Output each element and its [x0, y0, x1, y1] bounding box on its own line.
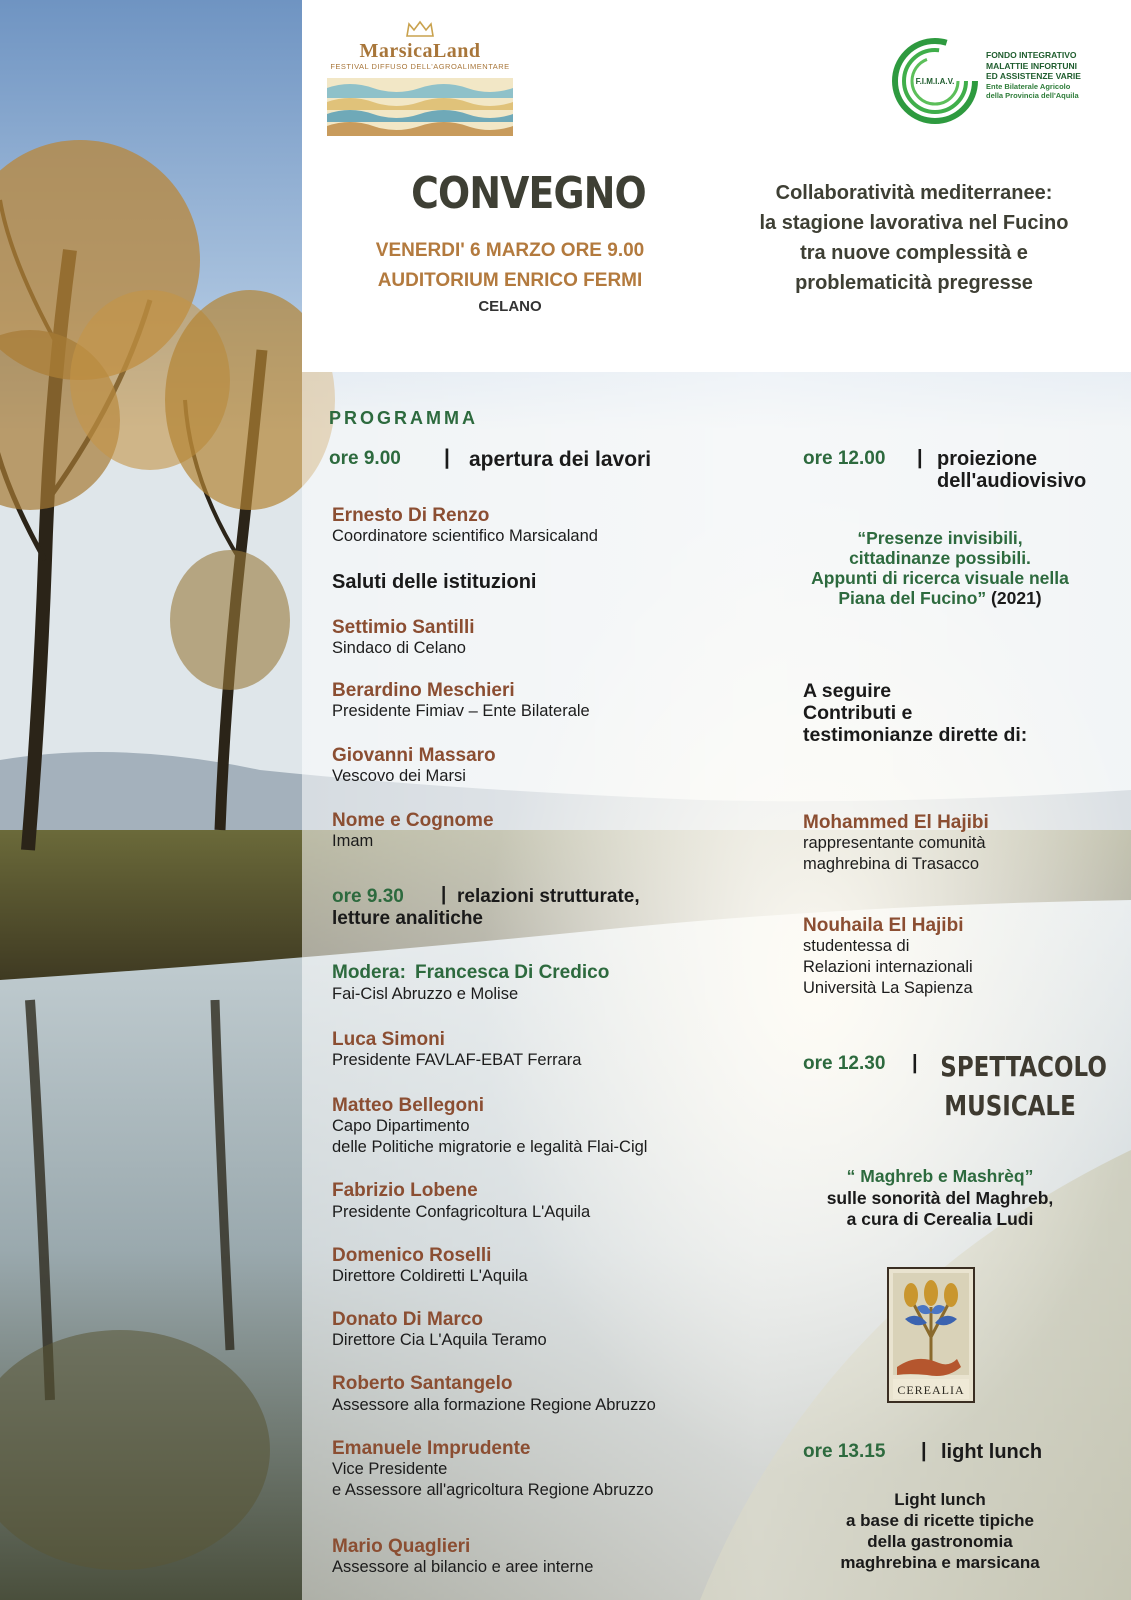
speaker-role: Sindaco di Celano: [332, 639, 466, 657]
cerealia-label: CEREALIA: [897, 1383, 965, 1397]
speaker-name: Ernesto Di Renzo: [332, 505, 490, 526]
film-title: cittadinanze possibili.: [849, 548, 1031, 568]
fimiav-logo: [890, 36, 1115, 126]
theme-line: problematicità pregresse: [795, 272, 1033, 294]
witness-name: Mohammed El Hajibi: [803, 812, 989, 833]
speaker-name: Giovanni Massaro: [332, 745, 496, 766]
theme-line: la stagione lavorativa nel Fucino: [759, 212, 1069, 234]
theme-line: tra nuove complessità e: [800, 242, 1028, 264]
show-detail: a cura di Cerealia Ludi: [846, 1209, 1034, 1229]
cerealia-logo: [887, 1267, 975, 1403]
session-separator: |: [444, 446, 450, 469]
marsicaland-name: MarsicaLand: [359, 40, 481, 62]
marsicaland-tagline: FESTIVAL DIFFUSO DELL'AGROALIMENTARE: [330, 62, 510, 71]
event-date: VENERDI' 6 MARZO ORE 9.00: [375, 240, 645, 261]
session-separator: |: [917, 447, 923, 469]
theme-line: Collaboratività mediterranee:: [775, 182, 1053, 204]
film-title: “Presenze invisibili,: [857, 528, 1023, 548]
speaker-role: Imam: [332, 832, 374, 850]
speaker-name: Mario Quaglieri: [332, 1536, 471, 1557]
session-separator: |: [921, 1440, 927, 1462]
program-heading: PROGRAMMA: [329, 408, 478, 428]
crown-icon: [405, 20, 435, 38]
speaker-name: Domenico Roselli: [332, 1245, 492, 1266]
speaker-role: Fai-Cisl Abruzzo e Molise: [332, 985, 519, 1003]
fimiav-line: ED ASSISTENZE VARIE: [986, 71, 1081, 81]
speaker-name: Nome e Cognome: [332, 810, 494, 831]
session-separator: |: [912, 1052, 918, 1074]
speaker-role: Assessore alla formazione Regione Abruzzo: [332, 1396, 656, 1414]
session-title: letture analitiche: [332, 908, 483, 929]
session-time: ore 12.00: [803, 448, 886, 469]
speaker-name: Settimio Santilli: [332, 617, 475, 638]
session-title: relazioni strutturate,: [457, 886, 640, 907]
witness-role: rappresentante comunità: [803, 834, 986, 852]
follow-heading: testimonianze dirette di:: [803, 724, 1028, 746]
session-title: light lunch: [941, 1441, 1043, 1463]
show-title: SPETTACOLO: [940, 1050, 1107, 1083]
speaker-role: Direttore Coldiretti L'Aquila: [332, 1267, 528, 1285]
witness-role: Università La Sapienza: [803, 979, 973, 997]
lunch-detail: Light lunch: [894, 1490, 986, 1509]
speaker-name: Luca Simoni: [332, 1029, 445, 1050]
moderator-name: Francesca Di Credico: [415, 962, 610, 983]
session-time: ore 9.30: [332, 886, 404, 907]
session-time: ore 13.15: [803, 1441, 886, 1462]
film-title: Appunti di ricerca visuale nella: [811, 568, 1069, 588]
speaker-name: Roberto Santangelo: [332, 1373, 513, 1394]
speaker-name: Fabrizio Lobene: [332, 1180, 478, 1201]
follow-heading: A seguire: [803, 680, 892, 702]
waves-icon: [327, 78, 513, 136]
speaker-role: Capo Dipartimento: [332, 1117, 470, 1135]
speaker-name: Donato Di Marco: [332, 1309, 483, 1330]
fimiav-line: della Provincia dell'Aquila: [986, 90, 1079, 100]
session-title: dell'audiovisivo: [937, 470, 1087, 492]
speaker-role: Presidente FAVLAF-EBAT Ferrara: [332, 1051, 582, 1069]
lunch-detail: a base di ricette tipiche: [845, 1511, 1034, 1530]
session-separator: |: [441, 884, 447, 905]
lunch-detail: maghrebina e marsicana: [840, 1553, 1040, 1572]
speaker-name: Berardino Meschieri: [332, 680, 515, 701]
event-venue: AUDITORIUM ENRICO FERMI: [377, 270, 643, 291]
film-year: (2021): [991, 588, 1042, 608]
fimiav-mark-text: F.I.M.I.A.V.: [915, 77, 955, 86]
witness-name: Nouhaila El Hajibi: [803, 915, 964, 936]
witness-role: maghrebina di Trasacco: [803, 855, 980, 873]
lunch-detail: della gastronomia: [867, 1532, 1013, 1551]
session-time: ore 9.00: [329, 448, 401, 469]
speaker-role: Presidente Confagricoltura L'Aquila: [332, 1203, 591, 1221]
witness-role: Relazioni internazionali: [803, 958, 973, 976]
speaker-role: Direttore Cia L'Aquila Teramo: [332, 1331, 547, 1349]
speaker-role: delle Politiche migratorie e legalità Flai-Cigl: [332, 1138, 648, 1156]
fimiav-line: Ente Bilaterale Agricolo: [986, 81, 1071, 91]
session-title: apertura dei lavori: [469, 448, 652, 471]
speaker-role: Vescovo dei Marsi: [332, 767, 466, 785]
film-title: Piana del Fucino”: [838, 588, 987, 608]
greetings-heading: Saluti delle istituzioni: [332, 571, 537, 593]
speaker-role: Assessore al bilancio e aree interne: [332, 1558, 594, 1576]
show-name: “ Maghreb e Mashrèq”: [846, 1166, 1034, 1186]
fimiav-line: FONDO INTEGRATIVO: [986, 50, 1077, 60]
speaker-role: Coordinatore scientifico Marsicaland: [332, 527, 598, 545]
event-theme: [718, 178, 1110, 298]
speaker-name: Matteo Bellegoni: [332, 1095, 485, 1116]
fimiav-text: [986, 50, 1116, 100]
show-title: MUSICALE: [944, 1089, 1076, 1122]
session-time: ore 12.30: [803, 1053, 886, 1074]
follow-heading: Contributi e: [803, 702, 913, 724]
moderator-label: Modera:: [332, 962, 406, 983]
session-title: proiezione: [937, 448, 1038, 470]
fimiav-emblem-icon: [890, 36, 980, 126]
witness-role: studentessa di: [803, 937, 910, 955]
marsicaland-logo: [325, 20, 515, 120]
speaker-role: e Assessore all'agricoltura Regione Abruzzo: [332, 1481, 654, 1499]
fimiav-line: MALATTIE INFORTUNI: [986, 60, 1077, 71]
speaker-role: Vice Presidente: [332, 1460, 448, 1478]
film-title-last-line: [790, 589, 1090, 608]
event-title: CONVEGNO: [411, 168, 646, 219]
speaker-name: Emanuele Imprudente: [332, 1438, 531, 1459]
event-city: CELANO: [478, 298, 542, 315]
speaker-role: Presidente Fimiav – Ente Bilaterale: [332, 702, 590, 720]
show-detail: sulle sonorità del Maghreb,: [826, 1188, 1054, 1208]
